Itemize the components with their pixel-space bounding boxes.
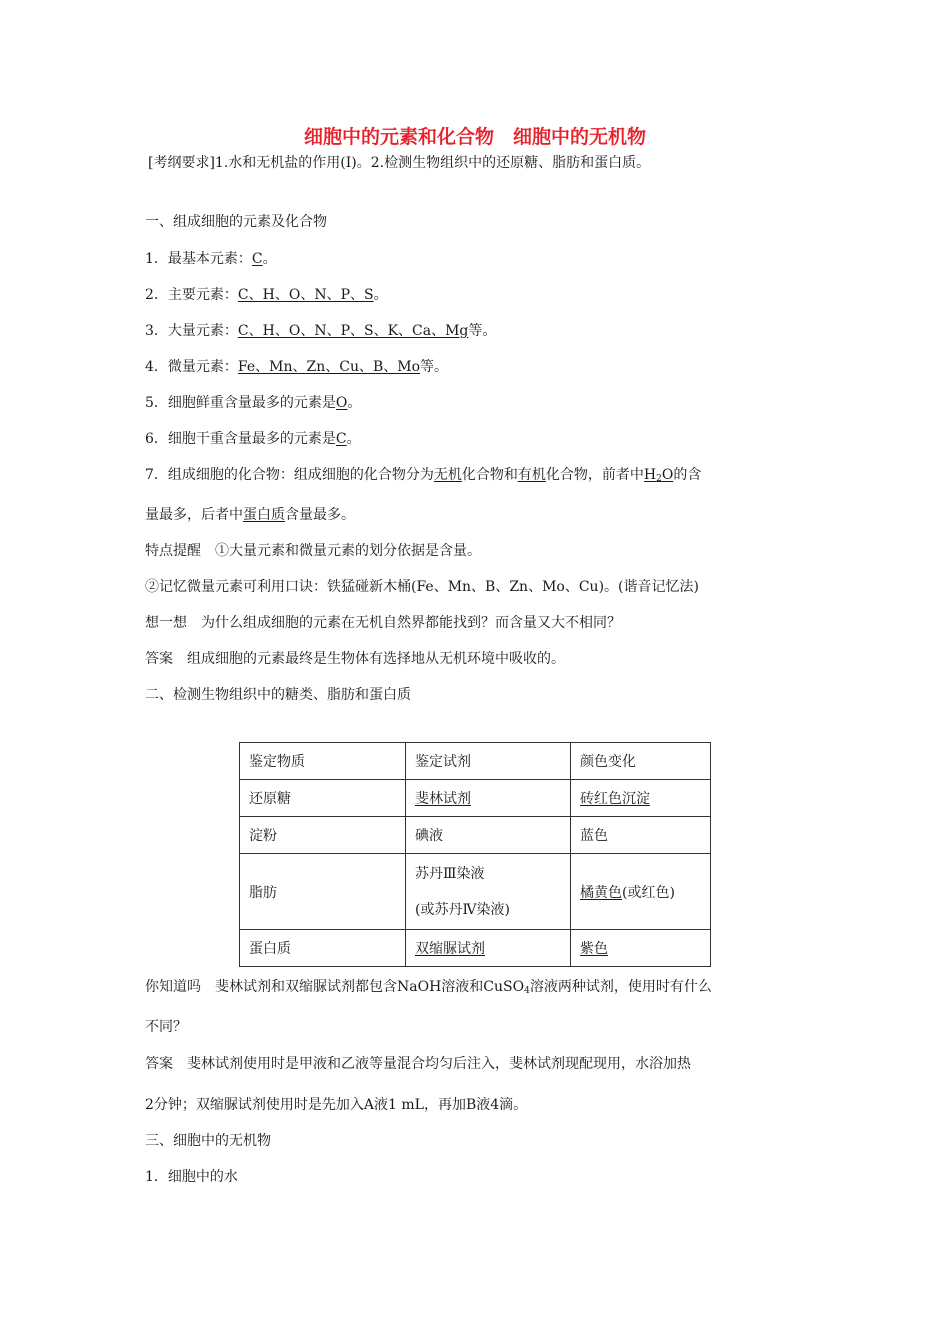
table-header-cell: 鉴定物质	[240, 743, 406, 780]
page-title: 细胞中的元素和化合物 细胞中的无机物	[303, 126, 646, 148]
table-cell: 紫色	[571, 930, 711, 967]
identification-table	[239, 742, 711, 967]
think-question: 想一想 为什么组成细胞的元素在无机自然界都能找到？而含量又大不相同？	[145, 615, 621, 631]
table-header-row	[240, 743, 711, 780]
know-question-line1: 你知道吗 斐林试剂和双缩脲试剂都包含NaOH溶液和CuSO$_4$溶液两种试剂，使用时有什么	[145, 979, 712, 996]
item-micro-elements: 4．微量元素：Fe、Mn、Zn、Cu、B、Mo等。	[145, 359, 449, 375]
table-cell: 蛋白质	[240, 930, 406, 967]
tip-line2: ②记忆微量元素可利用口诀：铁猛碰新木桶(Fe、Mn、B、Zn、Mo、Cu)。(谐音记忆法)	[145, 579, 699, 595]
table-cell: 双缩脲试剂	[406, 930, 571, 967]
table-header-cell: 鉴定试剂	[406, 743, 571, 780]
item-compounds-line2: 量最多，后者中蛋白质含量最多。	[145, 507, 355, 523]
tip-line1: 特点提醒 ①大量元素和微量元素的划分依据是含量。	[145, 543, 481, 559]
table-row	[240, 817, 711, 854]
exam-requirement: [考纲要求]1.水和无机盐的作用(Ⅰ)。2.检测生物组织中的还原糖、脂肪和蛋白质。	[148, 155, 651, 171]
section1-heading: 一、组成细胞的元素及化合物	[145, 214, 327, 230]
table-cell: 斐林试剂	[406, 780, 571, 817]
table-cell: 脂肪	[240, 854, 406, 930]
table-header-cell: 颜色变化	[571, 743, 711, 780]
section2-heading: 二、检测生物组织中的糖类、脂肪和蛋白质	[145, 687, 411, 703]
table-cell: 砖红色沉淀	[571, 780, 711, 817]
know-answer-line1: 答案 斐林试剂使用时是甲液和乙液等量混合均匀后注入，斐林试剂现配现用，水浴加热	[145, 1056, 691, 1072]
table-row	[240, 854, 711, 930]
table-row	[240, 780, 711, 817]
table-cell: 淀粉	[240, 817, 406, 854]
item-compounds-line1: 7．组成细胞的化合物：组成细胞的化合物分为无机化合物和有机化合物，前者中$H_2O$的含	[145, 467, 702, 484]
section3-heading: 三、细胞中的无机物	[145, 1133, 271, 1149]
table-cell: 还原糖	[240, 780, 406, 817]
table-row	[240, 930, 711, 967]
section3-item1: 1．细胞中的水	[145, 1169, 238, 1185]
item-basic-element: 1．最基本元素：C。	[145, 251, 277, 267]
table-cell: 橘黄色(或红色)	[571, 854, 711, 930]
item-macro-elements: 3．大量元素：C、H、O、N、P、S、K、Ca、Mg等。	[145, 323, 497, 339]
item-fresh-weight: 5．细胞鲜重含量最多的元素是O。	[145, 395, 362, 411]
know-answer-line2: 2分钟；双缩脲试剂使用时是先加入A液1 mL，再加B液4滴。	[145, 1097, 528, 1113]
table-cell: 碘液	[406, 817, 571, 854]
item-dry-weight: 6．细胞干重含量最多的元素是C。	[145, 431, 361, 447]
think-answer: 答案 组成细胞的元素最终是生物体有选择地从无机环境中吸收的。	[145, 651, 565, 667]
table-cell: 苏丹Ⅲ染液 (或苏丹Ⅳ染液)	[406, 854, 571, 930]
item-main-elements: 2．主要元素：C、H、O、N、P、S。	[145, 287, 388, 303]
know-question-line2: 不同？	[145, 1019, 187, 1035]
table-cell: 蓝色	[571, 817, 711, 854]
